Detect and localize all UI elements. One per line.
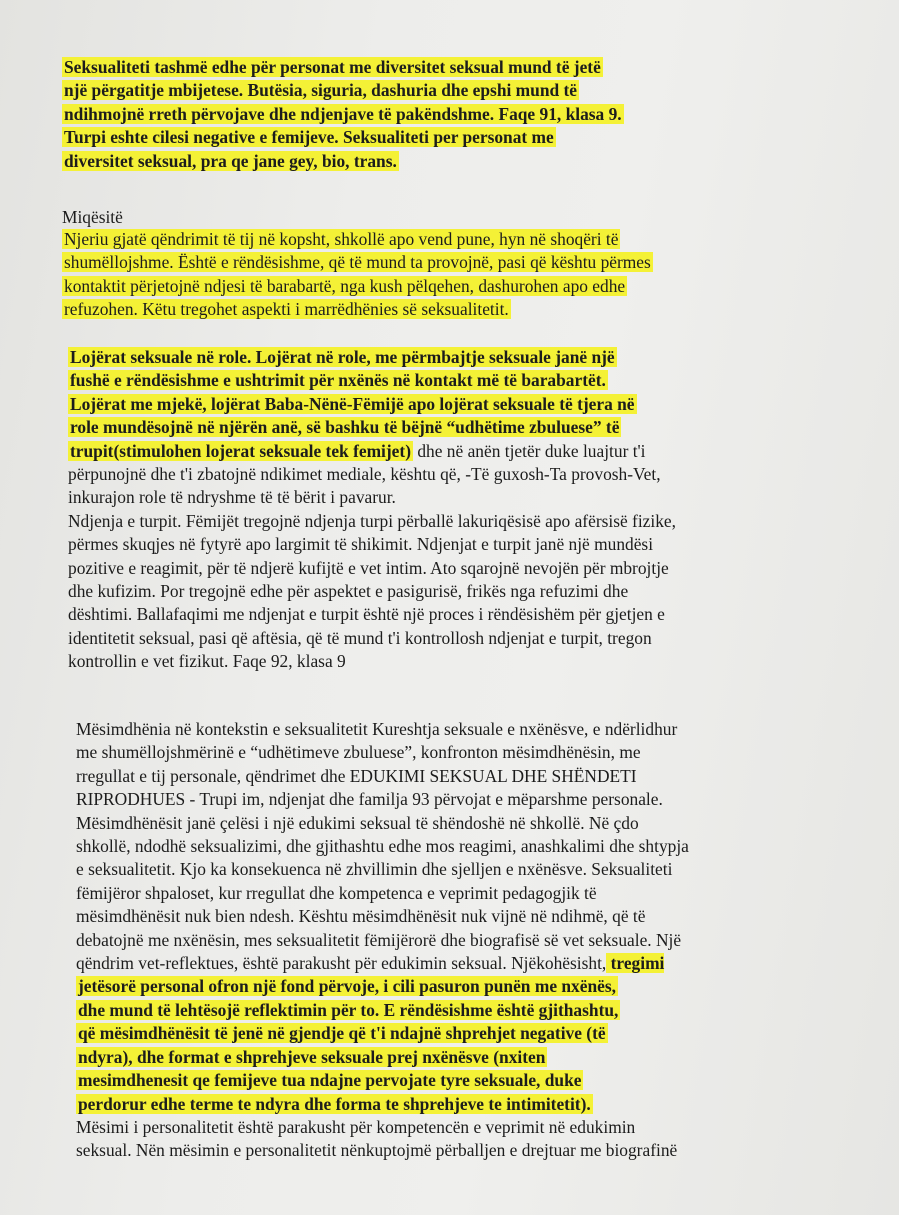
text-line: trupit(stimulohen lojerat seksuale tek femijet) [70,440,411,461]
paragraph-diversity [62,56,862,173]
text-line: jetësorë personal ofron një fond përvoje, i cili pasuron punën me nxënës, [78,976,616,997]
text-line: mesimdhenesit qe femijeve tua ndajne pervojate tyre seksuale, duke [78,1070,582,1091]
text-line: pozitive e reagimit, për të ndjerë kufijtë e vet intim. Ato sqarojnë nevojën për mbrojtje [68,557,669,578]
text-line: identitetit seksual, pasi që aftësia, që të mund t'i kontrollosh ndjenjat e turpit, tregon [68,627,652,648]
text-line: Lojërat seksuale në role. Lojërat në role, me përmbajtje seksuale janë një [70,347,615,367]
text-line: Lojërat me mjekë, lojërat Baba-Nënë-Fëmijë apo lojërat seksuale të tjera në [70,393,635,414]
paragraph-friendships [62,228,862,322]
paragraph-personality [76,1116,862,1163]
text-line: Ndjenja e turpit. Fëmijët tregojnë ndjenja turpi përballë lakuriqësisë apo afërsisë fizike, [68,510,676,531]
text-line: shumëllojshme. Është e rëndësishme, që të mund ta provojnë, pasi që kështu përmes [64,252,651,273]
text-line: një përgatitje mbijetese. Butësia, siguria, dashuria dhe epshi mund të [64,80,578,101]
text-line: Mësimdhënia në kontekstin e seksualitetit Kureshtja seksuale e nxënësve, e ndërlidhur [76,719,678,739]
text-line: Njeriu gjatë qëndrimit të tij në kopsht, shkollë apo vend pune, hyn në shoqëri të [64,229,619,249]
section-heading-friendships: Miqësitë [62,207,123,227]
text-line: dhe në anën tjetër duke luajtur t'i [413,440,646,461]
text-line: dhe mund të lehtësojë reflektimin për to. E rëndësishme është gjithashtu, [78,999,619,1020]
paragraph-teaching [76,718,862,1116]
text-line: me shumëllojshmërinë e “udhëtimeve zbuluese”, konfronton mësimdhënësin, me [76,742,641,763]
text-line: e seksualitetit. Kjo ka konsekuenca në zhvillimin dhe sjelljen e nxënësve. Seksualiteti [76,859,673,880]
text-line: dështimi. Ballafaqimi me ndjenjat e turpit është një proces i rëndësishëm për gjetjen e [68,604,665,625]
text-line: dhe kufizim. Por tregojnë edhe për aspektet e pasigurisë, frikës nga refuzimi dhe [68,581,629,602]
text-line: refuzohen. Këtu tregohet aspekti i marrëdhënies së seksualitetit. [64,299,509,320]
text-line: ndyra), dhe format e shprehjeve seksuale prej nxënësve (nxiten [78,1046,546,1067]
paragraph-role-games [68,346,862,674]
text-line: fushë e rëndësishme e ushtrimit për nxënës në kontakt më të barabartët. [70,370,606,391]
text-line: debatojnë me nxënësin, mes seksualitetit fëmijërorë dhe biografisë së vet seksuale. Një [76,929,682,950]
text-line: mësimdhënësit nuk bien ndesh. Kështu mësimdhënësit nuk vijnë në ndihmë, që të [76,906,646,927]
text-line: shkollë, ndodhë seksualizimi, dhe gjithashtu edhe mos reagimi, anashkalimi dhe shtypja [76,836,689,857]
text-line: inkurajon role të ndryshme të të bërit i pavarur. [68,487,396,508]
text-line: RIPRODHUES - Trupi im, ndjenjat dhe familja 93 përvojat e mëparshme personale. [76,789,663,810]
text-line: seksual. Nën mësimin e personalitetit nënkuptojmë përballjen e drejtuar me biografinë [76,1140,678,1161]
text-line: Seksualiteti tashmë edhe për personat me diversitet seksual mund të jetë [64,57,601,77]
text-line: përmes skuqjes në fytyrë apo largimit të shikimit. Ndjenjat e turpit janë një mundësi [68,534,654,555]
text-line: perdorur edhe terme te ndyra dhe forma te shprehjeve te intimitetit). [78,1093,591,1114]
text-line: fëmijëror shpaloset, kur rregullat dhe kompetenca e veprimit pedagogjik të [76,882,597,903]
text-line: qëndrim vet-reflektues, është parakusht për edukimin seksual. Njëkohësisht, [76,953,607,974]
text-line: rregullat e tij personale, qëndrimet dhe EDUKIMI SEKSUAL DHE SHËNDETI [76,765,637,786]
text-line: role mundësojnë në njërën anë, së bashku të bëjnë “udhëtime zbuluese” të [70,417,620,438]
text-line: ndihmojnë rreth përvojave dhe ndjenjave të pakëndshme. Faqe 91, klasa 9. [64,103,622,124]
text-line: Turpi eshte cilesi negative e femijeve. Seksualiteti per personat me [64,127,554,148]
text-line: që mësimdhënësit të jenë në gjendje që t'i ndajnë shprehjet negative (të [78,1023,606,1044]
text-line: Mësimdhënësit janë çelësi i një edukimi seksual të shëndoshë në shkollë. Në çdo [76,812,639,833]
text-line: tregimi [606,953,665,974]
text-line: Mësimi i personalitetit është parakusht për kompetencën e veprimit në edukimin [76,1117,636,1137]
text-line: kontrollin e vet fizikut. Faqe 92, klasa 9 [68,651,346,672]
text-line: kontaktit përjetojnë ndjesi të barabartë, nga kush pëlqehen, dashurohen apo edhe [64,275,626,296]
text-line: diversitet seksual, pra qe jane gey, bio, trans. [64,150,397,171]
text-line: përpunojnë dhe t'i zbatojnë ndikimet mediale, kështu që, -Të guxosh-Ta provosh-Vet, [68,464,661,485]
